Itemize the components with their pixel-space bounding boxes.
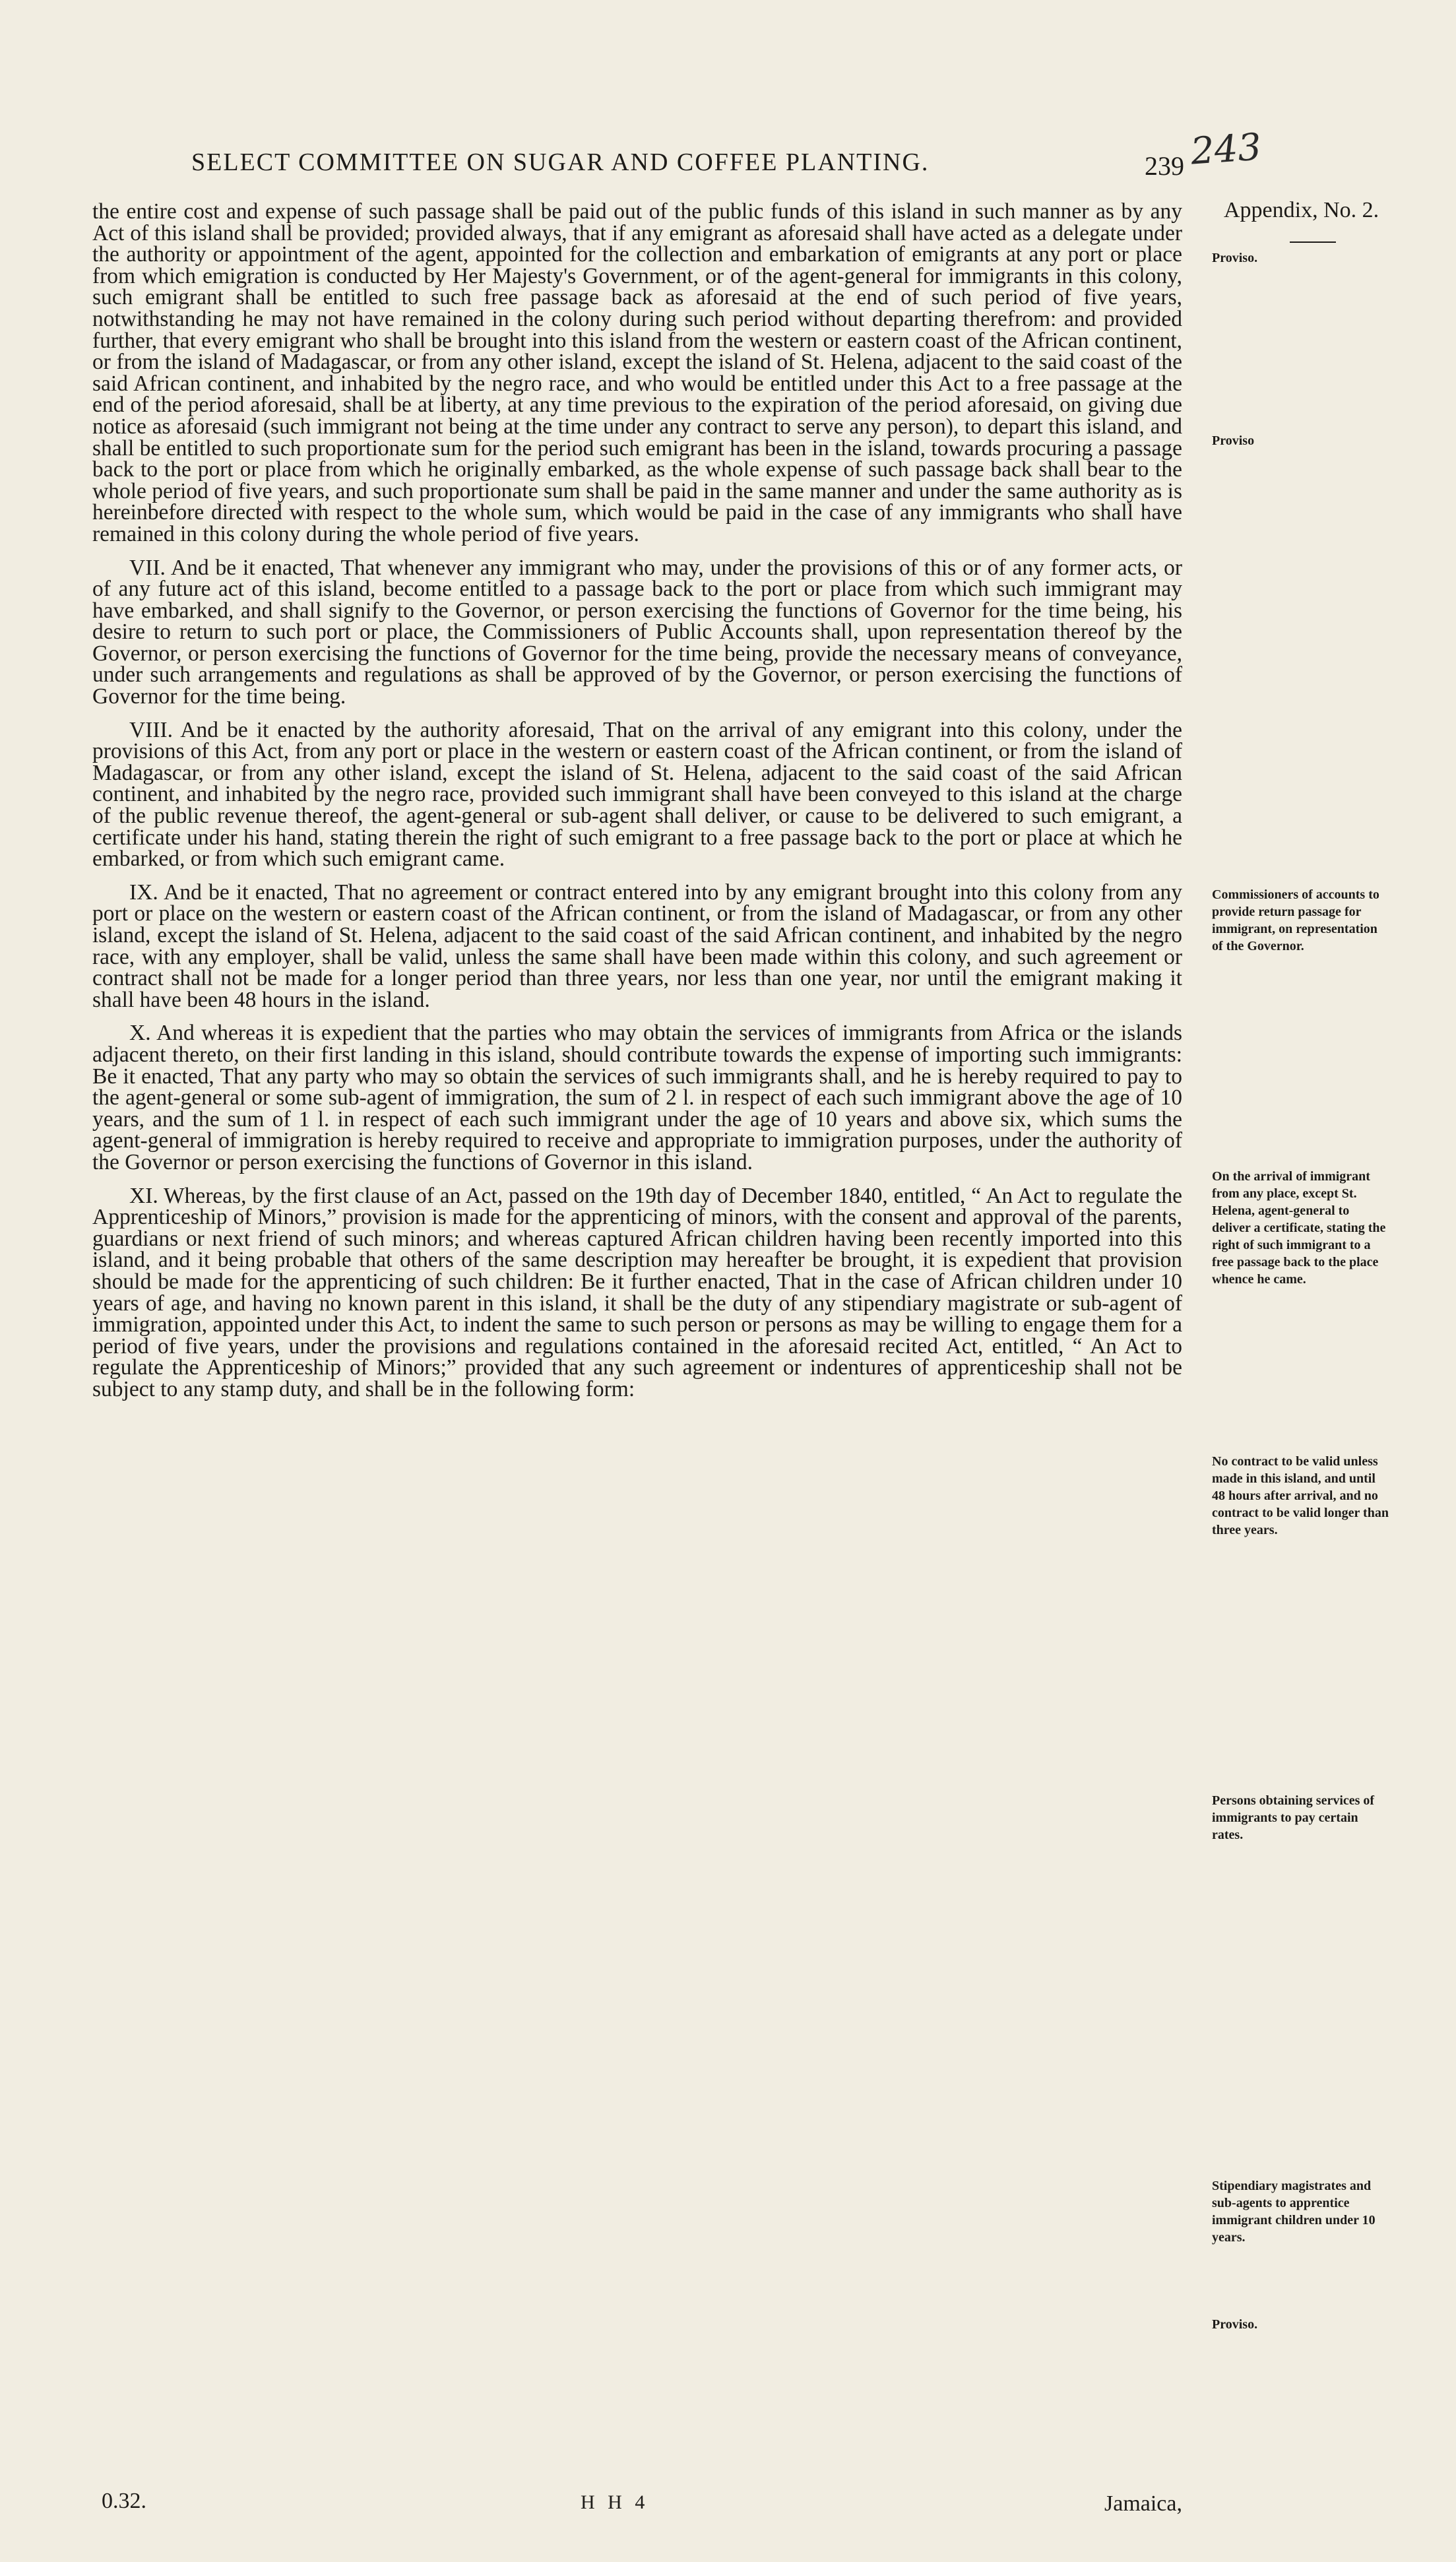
margin-note-persons-obtaining: Persons obtaining services of immigrants to pay certain rates.: [1212, 1793, 1375, 1842]
margin-note-no-contract: No contract to be valid unless made in this island, and until 48 hours after arrival, and no contract to be valid longer than three years.: [1212, 1454, 1389, 1537]
margin-note-proviso: Proviso.: [1212, 2317, 1258, 2332]
page-number: 239: [1145, 151, 1184, 181]
margin-note-commissioners: Commissioners of accounts to provide return passage for immigrant, on representation of the Governor.: [1212, 887, 1379, 953]
paragraph-section-8: VIII. And be it enacted by the authority aforesaid, That on the arrival of any emigrant into this colony, under the provisions of this Act, from any port or place in the western or eastern coast of the African continent, or from the island of Madagascar, or from any other island, except the island of St. Helena, adjacent to the said coast of the said African continent, and inhabited by the negro race, provided such immigrant shall have been conveyed to this island at the charge of the public revenue thereof, the agent-general or sub-agent shall deliver, or cause to be delivered to such emigrant, a certificate under his hand, stating therein the right of such emigrant to a free passage back to the port or place at which he embarked, or from which such emigrant came.: [92, 717, 1182, 872]
margin-note-arrival-certificate: On the arrival of immigrant from any place, except St. Helena, agent-general to deliver a certificate, stating the right of such immigrant to a free passage back to the place whence he came.: [1212, 1169, 1386, 1287]
body-text: [92, 201, 1182, 1400]
paragraph-section-9: IX. And be it enacted, That no agreement or contract entered into by any emigrant brought into this colony from any port or place on the western or eastern coast of the African continent, or from the island of Madagascar, or from any other island, except the island of St. Helena, adjacent to the said coast of the said African continent, and inhabited by the negro race, with any employer, shall be valid, unless the same shall have been made within this colony, and such agreement or contract shall not be made for a longer period than three years, nor less than one year, nor until the emigrant making it shall have been 48 hours in the island.: [92, 880, 1182, 1012]
paragraph-section-11: XI. Whereas, by the first clause of an Act, passed on the 19th day of December 1840, entitled, “ An Act to regulate the Apprenticeship of Minors,” provision is made for the apprenticing of minors, with the consent and approval of the parents, guardians or next friend of such minors; and whereas captured African children having been recently imported into this island, and it being probable that others of the same description may hereafter be brought, it is expedient that provision should be made for the apprenticing of such children: Be it further enacted, That in the case of African children under 10 years of age, and having no known parent in this island, it shall be the duty of any stipendiary magistrate or sub-agent of immigration, appointed under this Act, to indent the same to such person or persons as may be willing to engage them for a period of five years, under the provisions and regulations contained in the aforesaid recited Act, entitled, “ An Act to regulate the Apprenticeship of Minors;” provided that any such agreement or indentures of apprenticeship shall not be subject to any stamp duty, and shall be in the following form:: [92, 1183, 1182, 1401]
footer-paper-number: 0.32.: [102, 2489, 146, 2513]
paragraph-section-10: X. And whereas it is expedient that the parties who may obtain the services of immigrants from Africa or the islands adjacent thereto, on their first landing in this island, should contribute towards the expense of importing such immigrants: Be it enacted, That any party who may so obtain the services of such immigrants shall, and he is hereby required to pay to the agent-general or some sub-agent of immigration, the sum of 2 l. in respect of each such immigrant above the age of 10 years, and the sum of 1 l. in respect of each such immigrant under the age of 10 years and above six, which sums the agent-general of immigration is hereby required to receive and appropriate to immigration purposes, under the authority of the Governor or person exercising the functions of Governor in this island.: [92, 1021, 1182, 1174]
footer-catchword: Jamaica,: [1104, 2491, 1182, 2516]
handwritten-folio-number: 243: [1189, 125, 1263, 174]
page-header: [92, 125, 1263, 186]
margin-note-proviso: Proviso.: [1212, 251, 1258, 265]
paragraph-section-7: VII. And be it enacted, That whenever any immigrant who may, under the provisions of this or of any former acts, or of any future act of this island, become entitled to a passage back to the port or place from which such immigrant may have embarked, and shall signify to the Governor, or person exercising the functions of Governor for the time being, his desire to return to such port or place, the Commissioners of Public Accounts shall, upon representation thereof by the Governor, or person exercising the functions of Governor for the time being, provide the necessary means of conveyance, under such arrangements and regulations as shall be approved of by the Governor, or person exercising the functions of Governor for the time being.: [92, 555, 1182, 709]
appendix-label: Appendix, No. 2.: [1224, 198, 1379, 222]
footer-signature-mark: H H 4: [581, 2491, 649, 2513]
page-footer: [92, 2489, 1182, 2522]
margin-note-stipendiary: Stipendiary magistrates and sub-agents to apprentice immigrant children under 10 years.: [1212, 2179, 1376, 2245]
margin-note-proviso: Proviso: [1212, 433, 1255, 448]
appendix-underline: [1290, 241, 1336, 243]
running-title: SELECT COMMITTEE ON SUGAR AND COFFEE PLANTING.: [191, 148, 930, 176]
paragraph-continuation: the entire cost and expense of such passage shall be paid out of the public funds of this island in such manner as by any Act of this island shall be provided; provided always, that if any emigrant as aforesaid shall have acted as a delegate under the authority or appointment of the agent, appointed for the collection and embarkation of emigrants at any port or place from which emigration is conducted by Her Majesty's Government, or of the agent-general for immigrants in this colony, such emigrant shall be entitled to such free passage back as aforesaid at the end of such period of five years, notwithstanding he may not have remained in the colony during such period without departing therefrom: and provided further, that every emigrant who shall be brought into this island from the western or eastern coast of the African continent, or from the island of Madagascar, or from any other island, except the island of St. Helena, adjacent to the said coast of the said African continent, and inhabited by the negro race, and who would be entitled under this Act to a free passage at the end of the period aforesaid, shall be at liberty, at any time previous to the expiration of the period aforesaid, on giving due notice as aforesaid (such immigrant not being at the time under any contract to serve any person), to depart this island, and shall be entitled to such proportionate sum for the period such emigrant has been in the island, towards procuring a passage back to the port or place from which he originally embarked, as the whole expense of such passage back shall bear to the whole period of five years, and such proportionate sum shall be paid in the same manner and under the same authority as is hereinbefore directed with respect to the whole sum, which would be paid in the case of any immigrants who shall have remained in this colony during the whole period of five years.: [92, 199, 1182, 546]
